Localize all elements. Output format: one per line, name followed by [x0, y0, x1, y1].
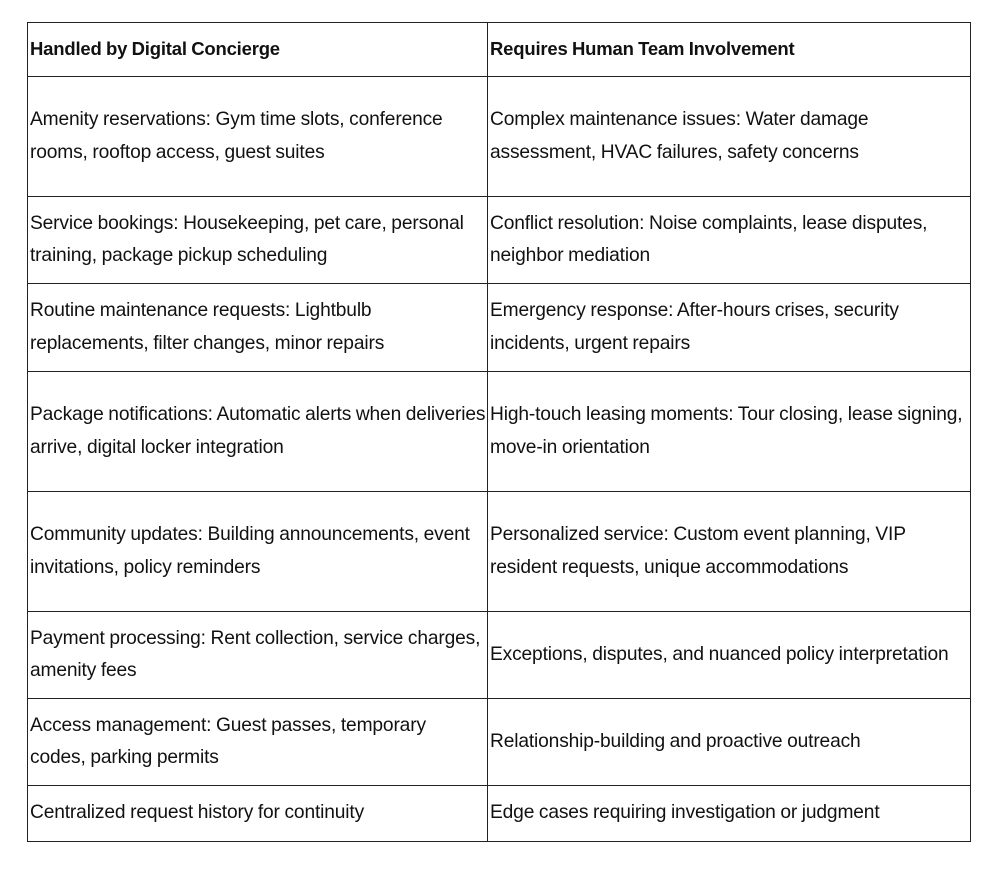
digital-cell: Centralized request history for continuity: [28, 786, 488, 842]
human-cell: High-touch leasing moments: Tour closing, lease signing, move-in orientation: [488, 372, 971, 492]
header-digital-concierge: Handled by Digital Concierge: [28, 23, 488, 77]
table-row: [28, 284, 971, 372]
human-cell: Edge cases requiring investigation or judgment: [488, 786, 971, 842]
table-row: [28, 699, 971, 786]
digital-cell: Community updates: Building announcements, event invitations, policy reminders: [28, 492, 488, 612]
table-row: [28, 786, 971, 842]
human-cell: Exceptions, disputes, and nuanced policy interpretation: [488, 612, 971, 699]
human-cell: Personalized service: Custom event planning, VIP resident requests, unique accommodations: [488, 492, 971, 612]
digital-cell: Amenity reservations: Gym time slots, conference rooms, rooftop access, guest suites: [28, 77, 488, 197]
table-header: [28, 23, 971, 77]
table-row: [28, 492, 971, 612]
digital-cell: Routine maintenance requests: Lightbulb replacements, filter changes, minor repairs: [28, 284, 488, 372]
concierge-comparison-table: [27, 22, 971, 842]
header-human-team: Requires Human Team Involvement: [488, 23, 971, 77]
digital-cell: Payment processing: Rent collection, service charges, amenity fees: [28, 612, 488, 699]
table-row: [28, 77, 971, 197]
human-cell: Conflict resolution: Noise complaints, lease disputes, neighbor mediation: [488, 197, 971, 284]
table-body: [28, 77, 971, 842]
human-cell: Complex maintenance issues: Water damage assessment, HVAC failures, safety concerns: [488, 77, 971, 197]
table-row: [28, 197, 971, 284]
table-row: [28, 612, 971, 699]
header-row: [28, 23, 971, 77]
human-cell: Emergency response: After-hours crises, security incidents, urgent repairs: [488, 284, 971, 372]
digital-cell: Service bookings: Housekeeping, pet care, personal training, package pickup scheduling: [28, 197, 488, 284]
digital-cell: Access management: Guest passes, temporary codes, parking permits: [28, 699, 488, 786]
human-cell: Relationship-building and proactive outreach: [488, 699, 971, 786]
digital-cell: Package notifications: Automatic alerts when deliveries arrive, digital locker integration: [28, 372, 488, 492]
table-row: [28, 372, 971, 492]
